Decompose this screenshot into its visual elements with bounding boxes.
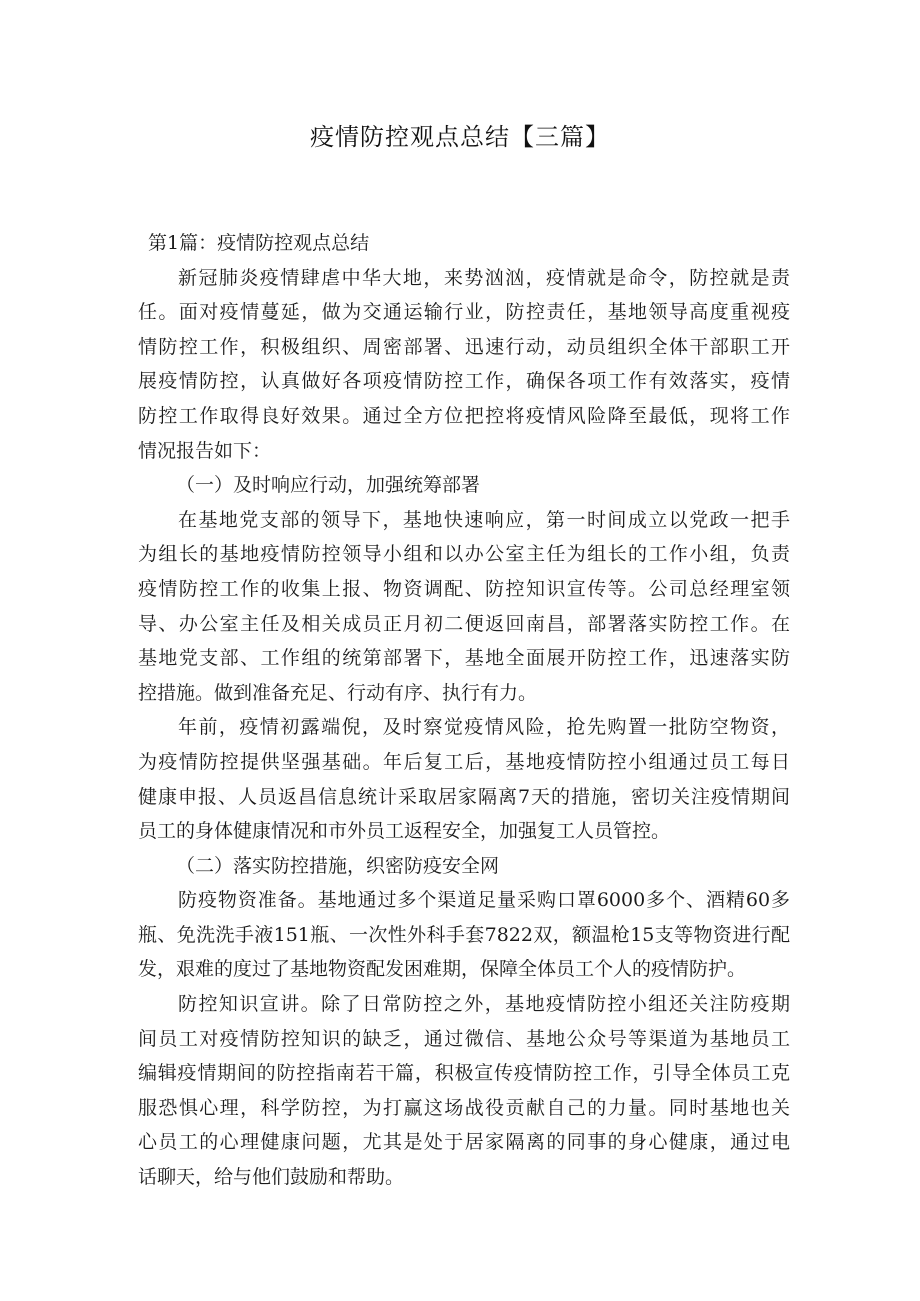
paragraph-line: 员工的身体健康情况和市外员工返程安全，加强复工人员管控。 [138,820,671,843]
paragraph-line: 导、办公室主任及相关成员正月初二便返回南昌，部署落实防控工作。在 [138,612,790,635]
paragraph-line: 基地党支部、工作组的统第部署下，基地全面展开防控工作，迅速落实防 [138,647,790,670]
paragraph-line: 健康申报、人员返昌信息统计采取居家隔离7天的措施，密切关注疫情期间 [138,785,790,808]
paragraph-line: 防控工作取得良好效果。通过全方位把控将疫情风险降至最低，现将工作 [138,404,790,427]
paragraph-line: 心员工的心理健康问题，尤其是处于居家隔离的同事的身心健康，通过电 [138,1131,790,1154]
paragraph-line: 在基地党支部的领导下，基地快速响应，第一时间成立以党政一把手 [178,508,790,531]
paragraph-line: 话聊天，给与他们鼓励和帮助。 [138,1166,405,1189]
subsection-heading: （一）及时响应行动，加强统筹部署 [176,474,481,497]
paragraph-line: 为组长的基地疫情防控领导小组和以办公室主任为组长的工作小组，负责 [138,543,790,566]
subsection-heading: （二）落实防控措施，织密防疫安全网 [176,854,500,877]
paragraph-line: 控措施。做到准备充足、行动有序、执行有力。 [138,681,538,704]
section-heading: 第1篇：疫情防控观点总结 [148,232,370,254]
paragraph-line: 间员工对疫情防控知识的缺乏，通过微信、基地公众号等渠道为基地员工 [138,1027,790,1050]
paragraph-line: 疫情防控工作的收集上报、物资调配、防控知识宣传等。公司总经理室领 [138,577,790,600]
paragraph-line: 年前，疫情初露端倪，及时察觉疫情风险，抢先购置一批防空物资， [178,716,790,739]
paragraph-line: 防控知识宣讲。除了日常防控之外，基地疫情防控小组还关注防疫期 [178,993,790,1016]
paragraph-line: 服恐惧心理，科学防控，为打赢这场战役贡献自己的力量。同时基地也关 [138,1096,790,1119]
paragraph-line: 情防控工作，积极组织、周密部署、迅速行动，动员组织全体干部职工开 [138,335,790,358]
paragraph-line: 新冠肺炎疫情肆虐中华大地，来势汹汹，疫情就是命令，防控就是责 [178,266,790,289]
document-title: 疫情防控观点总结【三篇】 [310,123,610,151]
paragraph-line: 任。面对疫情蔓延，做为交通运输行业，防控责任，基地领导高度重视疫 [138,301,790,324]
paragraph-line: 编辑疫情期间的防控指南若干篇，积极宣传疫情防控工作，引导全体员工克 [138,1062,790,1085]
paragraph-line: 发，艰难的度过了基地物资配发困难期，保障全体员工个人的疫情防护。 [138,958,747,981]
paragraph-line: 防疫物资准备。基地通过多个渠道足量采购口罩6000多个、酒精60多 [178,889,790,912]
paragraph-line: 情况报告如下： [138,439,272,462]
paragraph-line: 瓶、免洗洗手液151瓶、一次性外科手套7822双，额温枪15支等物资进行配 [138,923,790,946]
paragraph-line: 为疫情防控提供坚强基础。年后复工后，基地疫情防控小组通过员工每日 [138,750,790,773]
paragraph-line: 展疫情防控，认真做好各项疫情防控工作，确保各项工作有效落实，疫情 [138,370,790,393]
document-body [138,226,790,1195]
